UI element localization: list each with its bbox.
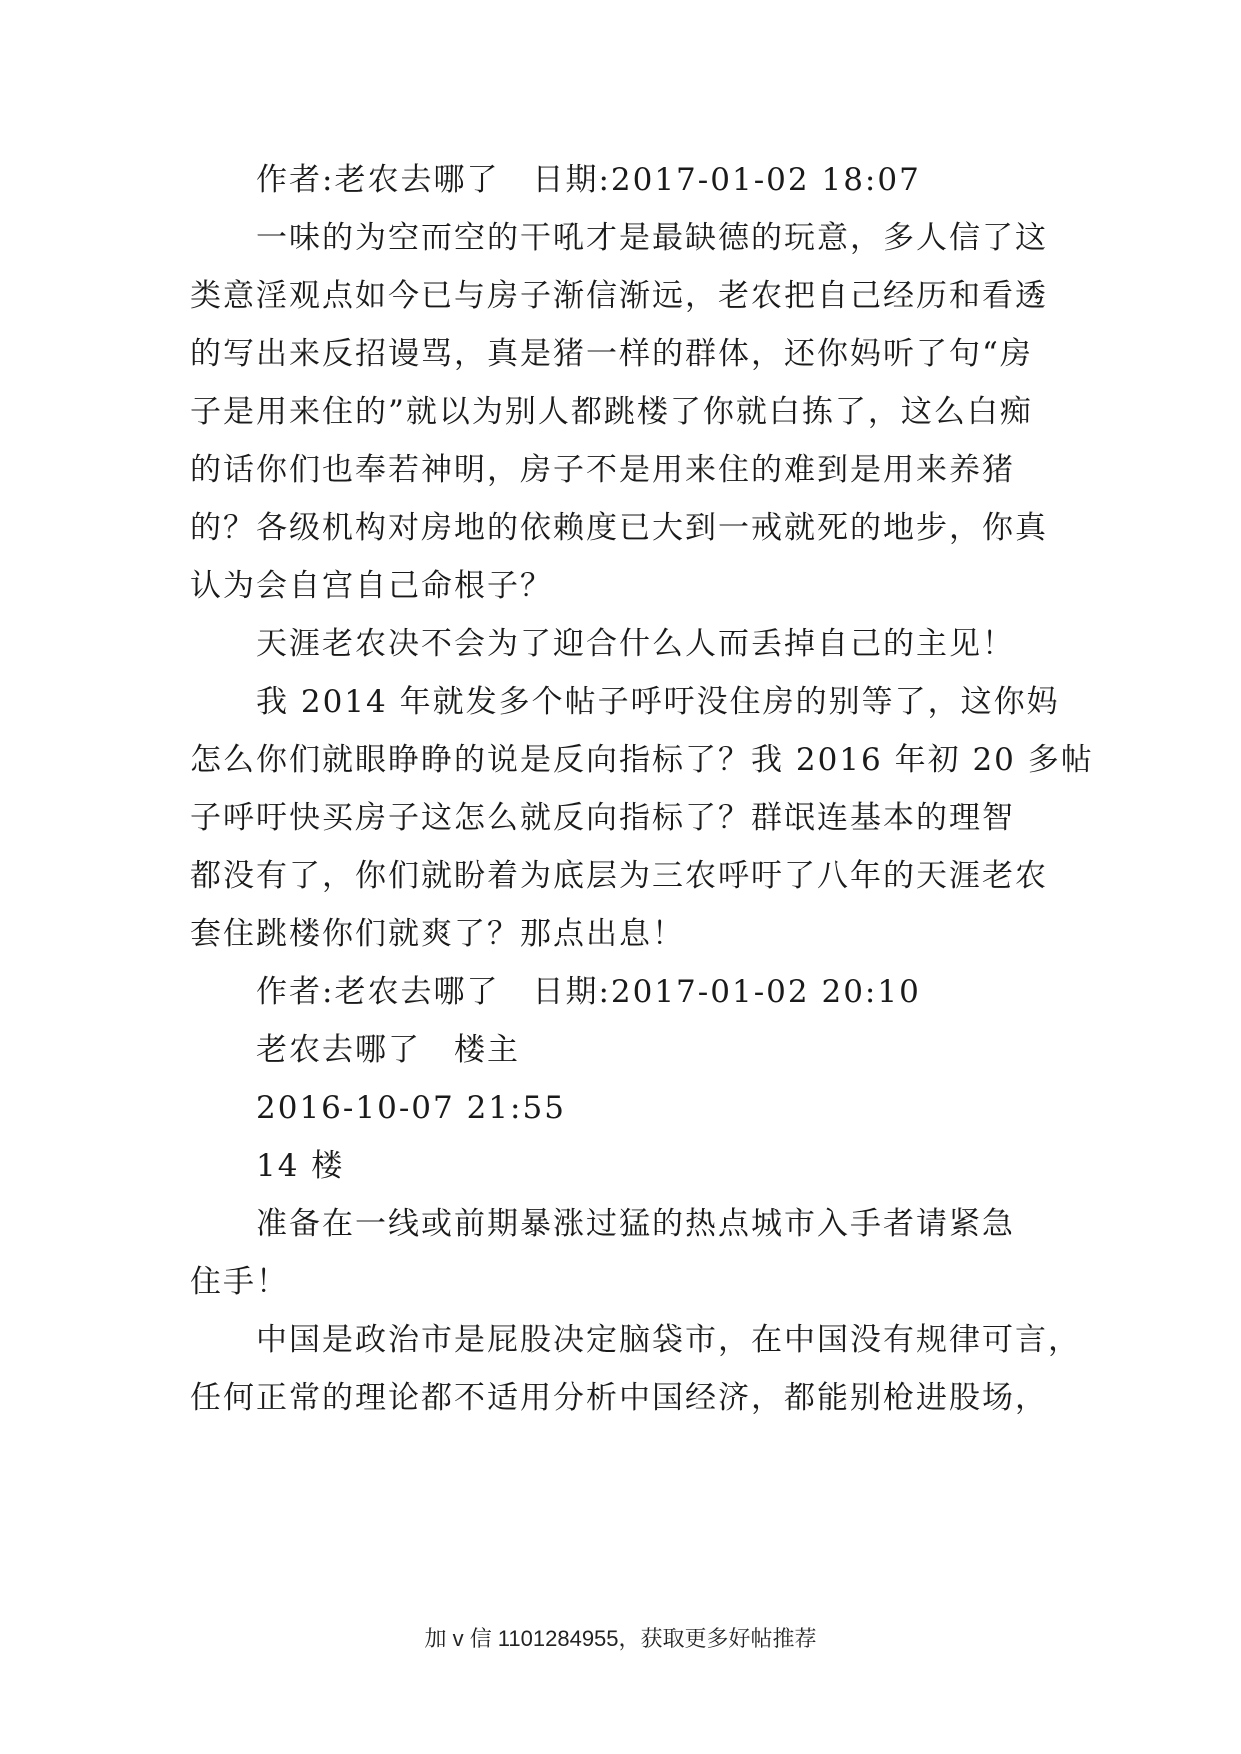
paragraph-line: 套住跳楼你们就爽了？那点出息！ — [190, 916, 685, 952]
paragraph-line: 我 2014 年就发多个帖子呼吁没住房的别等了，这你妈 — [256, 684, 1060, 720]
paragraph-line: 怎么你们就眼睁睁的说是反向指标了？我 2016 年初 20 多帖 — [190, 742, 1094, 778]
post-meta-line: 作者:老农去哪了 日期:2017-01-02 18:07 — [256, 162, 921, 198]
paragraph-line: 子呼吁快买房子这怎么就反向指标了？群氓连基本的理智 — [190, 800, 1015, 836]
paragraph-line: 的写出来反招谩骂，真是猪一样的群体，还你妈听了句“房 — [190, 336, 1033, 372]
paragraph-line: 准备在一线或前期暴涨过猛的热点城市入手者请紧急 — [256, 1206, 1015, 1242]
paragraph-line: 一味的为空而空的干吼才是最缺德的玩意，多人信了这 — [256, 220, 1048, 256]
timestamp-line: 2016-10-07 21:55 — [256, 1090, 566, 1126]
paragraph-line: 类意淫观点如今已与房子渐信渐远，老农把自己经历和看透 — [190, 278, 1048, 314]
page-footer: 加 v 信 1101284955，获取更多好帖推荐 — [424, 1626, 817, 1651]
paragraph-line: 都没有了，你们就盼着为底层为三农呼吁了八年的天涯老农 — [190, 858, 1048, 894]
post-meta-line: 作者:老农去哪了 日期:2017-01-02 20:10 — [256, 974, 921, 1010]
paragraph-line: 任何正常的理论都不适用分析中国经济，都能别枪进股场， — [190, 1380, 1048, 1416]
paragraph-line: 子是用来住的”就以为别人都跳楼了你就白拣了，这么白痴 — [190, 394, 1033, 430]
paragraph-line: 天涯老农决不会为了迎合什么人而丢掉自己的主见！ — [256, 626, 1015, 662]
paragraph-line: 的？各级机构对房地的依赖度已大到一戒就死的地步，你真 — [190, 510, 1048, 546]
paragraph-line: 中国是政治市是屁股决定脑袋市，在中国没有规律可言， — [256, 1322, 1081, 1358]
paragraph-line: 的话你们也奉若神明，房子不是用来住的难到是用来养猪 — [190, 452, 1015, 488]
floor-number: 14 楼 — [256, 1148, 345, 1184]
paragraph-line: 住手！ — [190, 1264, 289, 1300]
author-line: 老农去哪了 楼主 — [256, 1032, 520, 1068]
paragraph-line: 认为会自宫自己命根子？ — [190, 568, 553, 604]
